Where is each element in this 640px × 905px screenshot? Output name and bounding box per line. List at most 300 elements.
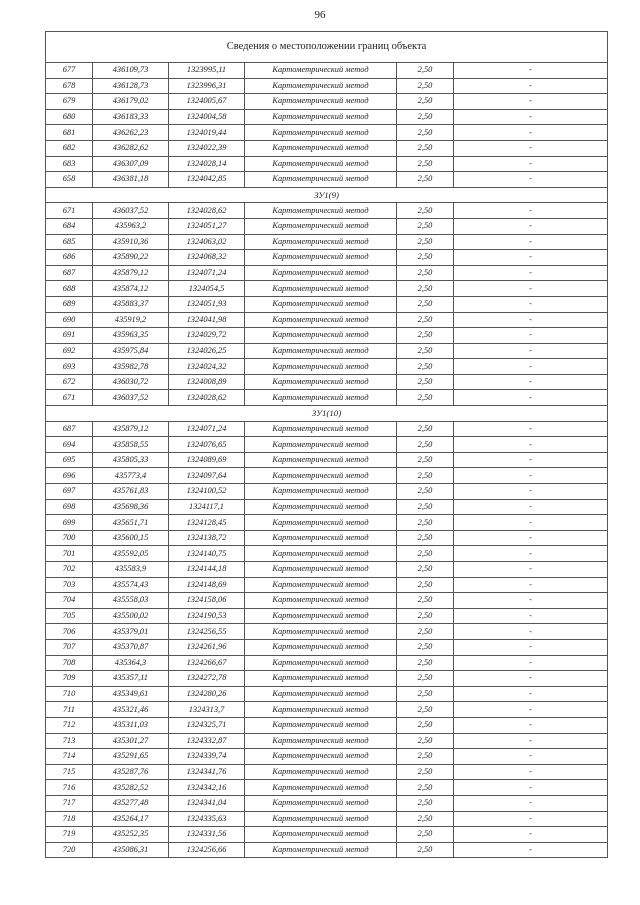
point-number: 682 (46, 140, 93, 156)
coord-x: 435982,78 (93, 359, 169, 375)
table-row (46, 437, 608, 453)
coord-y: 1323996,31 (169, 78, 245, 94)
method: Картометрический метод (245, 608, 397, 624)
accuracy: 2,50 (397, 125, 454, 141)
accuracy: 2,50 (397, 203, 454, 219)
accuracy: 2,50 (397, 218, 454, 234)
accuracy: 2,50 (397, 593, 454, 609)
table-row (46, 702, 608, 718)
method: Картометрический метод (245, 265, 397, 281)
description: - (454, 562, 608, 578)
coordinates-table (45, 31, 608, 858)
coord-y: 1324089,69 (169, 452, 245, 468)
accuracy: 2,50 (397, 281, 454, 297)
coord-y: 1324076,65 (169, 437, 245, 453)
point-number: 698 (46, 499, 93, 515)
coord-y: 1324019,44 (169, 125, 245, 141)
description: - (454, 359, 608, 375)
point-number: 680 (46, 109, 93, 125)
accuracy: 2,50 (397, 140, 454, 156)
coord-y: 1324341,76 (169, 764, 245, 780)
accuracy: 2,50 (397, 780, 454, 796)
coord-y: 1324140,75 (169, 546, 245, 562)
coord-x: 435264,17 (93, 811, 169, 827)
table-row (46, 343, 608, 359)
table-row (46, 546, 608, 562)
coord-y: 1324071,24 (169, 265, 245, 281)
accuracy: 2,50 (397, 827, 454, 843)
method: Картометрический метод (245, 546, 397, 562)
coord-y: 1324005,67 (169, 94, 245, 110)
coord-x: 435773,4 (93, 468, 169, 484)
point-number: 690 (46, 312, 93, 328)
table-row (46, 717, 608, 733)
point-number: 712 (46, 717, 93, 733)
description: - (454, 717, 608, 733)
description: - (454, 78, 608, 94)
point-number: 704 (46, 593, 93, 609)
coord-x: 435761,83 (93, 484, 169, 500)
method: Картометрический метод (245, 686, 397, 702)
table-row (46, 234, 608, 250)
coord-y: 1324256,66 (169, 842, 245, 858)
coord-x: 435698,36 (93, 499, 169, 515)
coord-x: 435252,35 (93, 827, 169, 843)
coord-x: 436307,09 (93, 156, 169, 172)
description: - (454, 546, 608, 562)
accuracy: 2,50 (397, 390, 454, 406)
coord-x: 435357,11 (93, 671, 169, 687)
section-label: ЗУ1(9) (46, 187, 608, 203)
accuracy: 2,50 (397, 764, 454, 780)
table-title: Сведения о местоположении границ объекта (46, 32, 608, 63)
coord-x: 435879,12 (93, 421, 169, 437)
table-row (46, 218, 608, 234)
description: - (454, 109, 608, 125)
description: - (454, 484, 608, 500)
point-number: 685 (46, 234, 93, 250)
point-number: 696 (46, 468, 93, 484)
accuracy: 2,50 (397, 624, 454, 640)
coord-y: 1324148,69 (169, 577, 245, 593)
accuracy: 2,50 (397, 265, 454, 281)
coord-y: 1324004,58 (169, 109, 245, 125)
section-row (46, 406, 608, 422)
coord-y: 1324028,14 (169, 156, 245, 172)
point-number: 720 (46, 842, 93, 858)
accuracy: 2,50 (397, 296, 454, 312)
coord-y: 1324190,53 (169, 608, 245, 624)
coord-x: 435311,03 (93, 717, 169, 733)
coord-x: 436282,62 (93, 140, 169, 156)
method: Картометрический метод (245, 795, 397, 811)
method: Картометрический метод (245, 63, 397, 79)
coord-y: 1323995,11 (169, 63, 245, 79)
point-number: 718 (46, 811, 93, 827)
table-row (46, 624, 608, 640)
coord-x: 435858,55 (93, 437, 169, 453)
description: - (454, 328, 608, 344)
accuracy: 2,50 (397, 484, 454, 500)
method: Картометрический метод (245, 421, 397, 437)
table-row (46, 780, 608, 796)
coord-x: 435963,35 (93, 328, 169, 344)
method: Картометрический метод (245, 530, 397, 546)
table-row (46, 374, 608, 390)
page-number: 96 (314, 9, 326, 21)
coord-y: 1324138,72 (169, 530, 245, 546)
method: Картометрический метод (245, 499, 397, 515)
table-row (46, 639, 608, 655)
accuracy: 2,50 (397, 811, 454, 827)
point-number: 693 (46, 359, 93, 375)
coord-x: 436037,52 (93, 390, 169, 406)
description: - (454, 421, 608, 437)
table-row (46, 328, 608, 344)
accuracy: 2,50 (397, 94, 454, 110)
method: Картометрический метод (245, 312, 397, 328)
point-number: 714 (46, 749, 93, 765)
point-number: 695 (46, 452, 93, 468)
coord-x: 435349,61 (93, 686, 169, 702)
accuracy: 2,50 (397, 421, 454, 437)
point-number: 697 (46, 484, 93, 500)
coord-y: 1324051,27 (169, 218, 245, 234)
table-row (46, 733, 608, 749)
accuracy: 2,50 (397, 374, 454, 390)
coord-x: 435574,43 (93, 577, 169, 593)
accuracy: 2,50 (397, 671, 454, 687)
table-row (46, 562, 608, 578)
description: - (454, 390, 608, 406)
description: - (454, 250, 608, 266)
method: Картометрический метод (245, 780, 397, 796)
coord-y: 1324313,7 (169, 702, 245, 718)
point-number: 700 (46, 530, 93, 546)
method: Картометрический метод (245, 250, 397, 266)
coord-y: 1324266,67 (169, 655, 245, 671)
point-number: 677 (46, 63, 93, 79)
coord-x: 435879,12 (93, 265, 169, 281)
method: Картометрический метод (245, 593, 397, 609)
method: Картометрический метод (245, 172, 397, 188)
description: - (454, 655, 608, 671)
point-number: 709 (46, 671, 93, 687)
accuracy: 2,50 (397, 468, 454, 484)
method: Картометрический метод (245, 94, 397, 110)
method: Картометрический метод (245, 484, 397, 500)
coord-y: 1324042,85 (169, 172, 245, 188)
point-number: 710 (46, 686, 93, 702)
point-number: 672 (46, 374, 93, 390)
coord-x: 435963,2 (93, 218, 169, 234)
point-number: 708 (46, 655, 93, 671)
accuracy: 2,50 (397, 608, 454, 624)
point-number: 702 (46, 562, 93, 578)
accuracy: 2,50 (397, 78, 454, 94)
point-number: 658 (46, 172, 93, 188)
accuracy: 2,50 (397, 250, 454, 266)
coord-y: 1324261,96 (169, 639, 245, 655)
coord-x: 435910,36 (93, 234, 169, 250)
description: - (454, 686, 608, 702)
accuracy: 2,50 (397, 328, 454, 344)
table-row (46, 265, 608, 281)
description: - (454, 577, 608, 593)
method: Картометрический метод (245, 281, 397, 297)
table-row (46, 530, 608, 546)
table-row (46, 63, 608, 79)
table-row (46, 671, 608, 687)
method: Картометрический метод (245, 140, 397, 156)
description: - (454, 125, 608, 141)
point-number: 679 (46, 94, 93, 110)
coord-y: 1324054,5 (169, 281, 245, 297)
table-row (46, 577, 608, 593)
coord-x: 435321,46 (93, 702, 169, 718)
accuracy: 2,50 (397, 63, 454, 79)
accuracy: 2,50 (397, 312, 454, 328)
table-row (46, 655, 608, 671)
accuracy: 2,50 (397, 530, 454, 546)
accuracy: 2,50 (397, 577, 454, 593)
table-row (46, 593, 608, 609)
accuracy: 2,50 (397, 795, 454, 811)
table-row (46, 795, 608, 811)
method: Картометрический метод (245, 827, 397, 843)
description: - (454, 811, 608, 827)
coord-x: 435379,01 (93, 624, 169, 640)
description: - (454, 172, 608, 188)
accuracy: 2,50 (397, 562, 454, 578)
table-row (46, 827, 608, 843)
coord-y: 1324332,87 (169, 733, 245, 749)
coord-x: 435874,12 (93, 281, 169, 297)
coord-x: 435805,33 (93, 452, 169, 468)
method: Картометрический метод (245, 343, 397, 359)
point-number: 688 (46, 281, 93, 297)
method: Картометрический метод (245, 328, 397, 344)
coord-x: 436128,73 (93, 78, 169, 94)
coord-y: 1324029,72 (169, 328, 245, 344)
table-row (46, 390, 608, 406)
point-number: 686 (46, 250, 93, 266)
table-row (46, 125, 608, 141)
coord-y: 1324341,04 (169, 795, 245, 811)
table-row (46, 172, 608, 188)
description: - (454, 374, 608, 390)
coord-y: 1324128,45 (169, 515, 245, 531)
coord-x: 435287,76 (93, 764, 169, 780)
coord-y: 1324339,74 (169, 749, 245, 765)
point-number: 701 (46, 546, 93, 562)
method: Картометрический метод (245, 749, 397, 765)
coord-x: 436381,18 (93, 172, 169, 188)
point-number: 711 (46, 702, 93, 718)
point-number: 687 (46, 265, 93, 281)
accuracy: 2,50 (397, 452, 454, 468)
method: Картометрический метод (245, 733, 397, 749)
accuracy: 2,50 (397, 717, 454, 733)
coord-x: 435500,02 (93, 608, 169, 624)
description: - (454, 63, 608, 79)
coord-y: 1324041,98 (169, 312, 245, 328)
method: Картометрический метод (245, 437, 397, 453)
table-row (46, 312, 608, 328)
table-row (46, 686, 608, 702)
method: Картометрический метод (245, 842, 397, 858)
method: Картометрический метод (245, 125, 397, 141)
method: Картометрический метод (245, 452, 397, 468)
description: - (454, 296, 608, 312)
accuracy: 2,50 (397, 639, 454, 655)
accuracy: 2,50 (397, 437, 454, 453)
description: - (454, 733, 608, 749)
accuracy: 2,50 (397, 655, 454, 671)
coord-x: 435883,37 (93, 296, 169, 312)
point-number: 689 (46, 296, 93, 312)
coord-x: 435890,22 (93, 250, 169, 266)
coord-x: 435282,52 (93, 780, 169, 796)
table-row (46, 749, 608, 765)
method: Картометрический метод (245, 639, 397, 655)
description: - (454, 749, 608, 765)
description: - (454, 827, 608, 843)
coord-y: 1324158,06 (169, 593, 245, 609)
table-row (46, 78, 608, 94)
table-row (46, 109, 608, 125)
coord-x: 435086,31 (93, 842, 169, 858)
description: - (454, 515, 608, 531)
coord-y: 1324024,32 (169, 359, 245, 375)
coord-x: 436179,02 (93, 94, 169, 110)
coord-x: 435592,05 (93, 546, 169, 562)
coord-y: 1324144,18 (169, 562, 245, 578)
method: Картометрический метод (245, 577, 397, 593)
point-number: 703 (46, 577, 93, 593)
table-row (46, 296, 608, 312)
method: Картометрический метод (245, 468, 397, 484)
description: - (454, 437, 608, 453)
point-number: 681 (46, 125, 93, 141)
accuracy: 2,50 (397, 733, 454, 749)
coord-x: 435558,03 (93, 593, 169, 609)
point-number: 716 (46, 780, 93, 796)
description: - (454, 530, 608, 546)
coord-y: 1324272,78 (169, 671, 245, 687)
coord-x: 435301,27 (93, 733, 169, 749)
point-number: 691 (46, 328, 93, 344)
point-number: 671 (46, 390, 93, 406)
description: - (454, 499, 608, 515)
method: Картометрический метод (245, 624, 397, 640)
table-row (46, 94, 608, 110)
coord-y: 1324342,16 (169, 780, 245, 796)
accuracy: 2,50 (397, 702, 454, 718)
method: Картометрический метод (245, 702, 397, 718)
point-number: 671 (46, 203, 93, 219)
accuracy: 2,50 (397, 109, 454, 125)
accuracy: 2,50 (397, 749, 454, 765)
point-number: 715 (46, 764, 93, 780)
table-row (46, 250, 608, 266)
point-number: 699 (46, 515, 93, 531)
coord-x: 435975,84 (93, 343, 169, 359)
accuracy: 2,50 (397, 343, 454, 359)
coord-y: 1324068,32 (169, 250, 245, 266)
coord-y: 1324280,26 (169, 686, 245, 702)
accuracy: 2,50 (397, 156, 454, 172)
coord-x: 436109,73 (93, 63, 169, 79)
coord-y: 1324256,55 (169, 624, 245, 640)
coord-y: 1324022,39 (169, 140, 245, 156)
table-row (46, 468, 608, 484)
point-number: 694 (46, 437, 93, 453)
description: - (454, 764, 608, 780)
method: Картометрический метод (245, 359, 397, 375)
accuracy: 2,50 (397, 359, 454, 375)
coord-y: 1324097,64 (169, 468, 245, 484)
description: - (454, 265, 608, 281)
method: Картометрический метод (245, 515, 397, 531)
method: Картометрический метод (245, 203, 397, 219)
description: - (454, 780, 608, 796)
table-row (46, 608, 608, 624)
method: Картометрический метод (245, 109, 397, 125)
coord-y: 1324063,02 (169, 234, 245, 250)
description: - (454, 281, 608, 297)
table-row (46, 842, 608, 858)
description: - (454, 671, 608, 687)
table-row (46, 452, 608, 468)
accuracy: 2,50 (397, 499, 454, 515)
table-row (46, 421, 608, 437)
accuracy: 2,50 (397, 842, 454, 858)
coord-y: 1324335,63 (169, 811, 245, 827)
point-number: 683 (46, 156, 93, 172)
table-row (46, 484, 608, 500)
method: Картометрический метод (245, 717, 397, 733)
description: - (454, 702, 608, 718)
point-number: 713 (46, 733, 93, 749)
coord-y: 1324071,24 (169, 421, 245, 437)
method: Картометрический метод (245, 156, 397, 172)
coord-x: 435277,48 (93, 795, 169, 811)
description: - (454, 218, 608, 234)
method: Картометрический метод (245, 764, 397, 780)
table-row (46, 203, 608, 219)
description: - (454, 452, 608, 468)
description: - (454, 842, 608, 858)
coord-y: 1324331,56 (169, 827, 245, 843)
accuracy: 2,50 (397, 234, 454, 250)
point-number: 717 (46, 795, 93, 811)
description: - (454, 624, 608, 640)
point-number: 707 (46, 639, 93, 655)
description: - (454, 795, 608, 811)
method: Картометрический метод (245, 296, 397, 312)
point-number: 705 (46, 608, 93, 624)
coord-x: 436037,52 (93, 203, 169, 219)
coord-y: 1324028,62 (169, 203, 245, 219)
method: Картометрический метод (245, 562, 397, 578)
method: Картометрический метод (245, 390, 397, 406)
table-row (46, 140, 608, 156)
description: - (454, 140, 608, 156)
coord-y: 1324100,52 (169, 484, 245, 500)
coord-x: 435651,71 (93, 515, 169, 531)
method: Картометрический метод (245, 78, 397, 94)
